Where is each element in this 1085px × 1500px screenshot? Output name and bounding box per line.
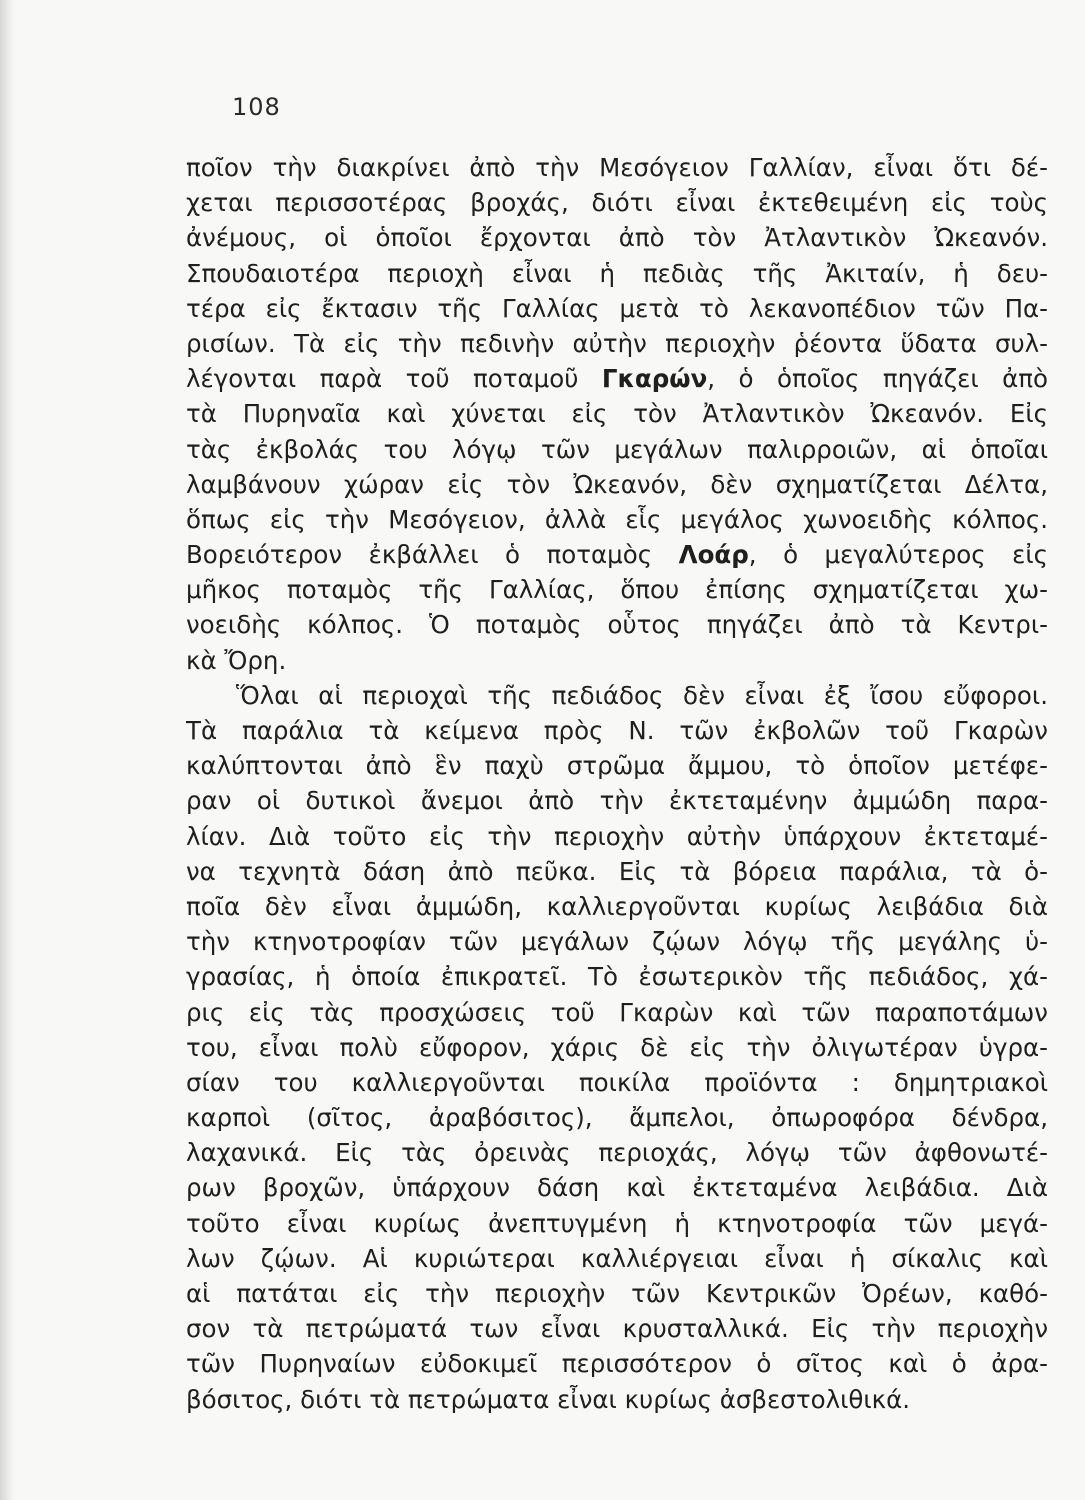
place-name: Λοάρ: [678, 540, 749, 570]
text-line: τὰ Πυρηναῖα καὶ χύνεται εἰς τὸν Ἀτλαντικὸν Ὠκεανόν. Εἰς: [186, 399, 1048, 429]
text-line: του, εἶναι πολὺ εὔφορον, χάρις δὲ εἰς τὴν ὀλιγωτέραν ὑγρα-: [186, 1032, 1048, 1062]
text-line: τῶν Πυρηναίων εὐδοκιμεῖ περισσότερον ὁ σῖτος καὶ ὁ ἀρα-: [186, 1349, 1048, 1379]
text-line: τοῦτο εἶναι κυρίως ἀνεπτυγμένη ἡ κτηνοτροφία τῶν μεγά-: [186, 1208, 1048, 1238]
text-line: τὴν κτηνοτροφίαν τῶν μεγάλων ζῴων λόγῳ τῆς μεγάλης ὑ-: [186, 927, 1048, 957]
text-line: λων ζῴων. Αἱ κυριώτεραι καλλιέργειαι εἶναι ἡ σίκαλις καὶ: [186, 1243, 1048, 1273]
text-line: να τεχνητὰ δάση ἀπὸ πεῦκα. Εἰς τὰ βόρεια παράλια, τὰ ὁ-: [186, 856, 1048, 886]
page-edge-shadow: [0, 0, 14, 1500]
text-line: νοειδὴς κόλπος. Ὁ ποταμὸς οὗτος πηγάζει ἀπὸ τὰ Κεντρι-: [186, 610, 1048, 640]
text-line: χεται περισσοτέρας βροχάς, διότι εἶναι ἐκτεθειμένη εἰς τοὺς: [186, 188, 1048, 218]
text-line: ἀνέμους, οἱ ὁποῖοι ἔρχονται ἀπὸ τὸν Ἀτλαντικὸν Ὠκεανόν.: [186, 223, 1048, 253]
text-line: ρις εἰς τὰς προσχώσεις τοῦ Γκαρὼν καὶ τῶν παραποτάμων: [186, 997, 1048, 1027]
place-name: Γκαρών: [601, 364, 708, 394]
text-line: ὅπως εἰς τὴν Μεσόγειον, ἀλλὰ εἷς μεγάλος χωνοειδὴς κόλπος.: [186, 504, 1048, 534]
text-line: αἱ πατάται εἰς τὴν περιοχὴν τῶν Κεντρικῶν Ὀρέων, καθό-: [186, 1279, 1048, 1308]
text-line: λαχανικά. Εἰς τὰς ὀρεινὰς περιοχάς, λόγῳ τῶν ἀφθονωτέ-: [186, 1138, 1048, 1168]
text-line: ρισίων. Τὰ εἰς τὴν πεδινὴν αὐτὴν περιοχὴν ῥέοντα ὕδατα συλ-: [186, 328, 1048, 358]
text-line: βόσιτος, διότι τὰ πετρώματα εἶναι κυρίως ἀσβεστολιθικά.: [186, 1384, 911, 1414]
text-line: Βορειότερον ἐκβάλλει ὁ ποταμὸς Λοάρ, ὁ μεγαλύτερος εἰς: [186, 540, 1048, 570]
text-line: μῆκος ποταμὸς τῆς Γαλλίας, ὅπου ἐπίσης σχηματίζεται χω-: [186, 575, 1048, 605]
text-line: Ὅλαι αἱ περιοχαὶ τῆς πεδιάδος δὲν εἶναι ἐξ ἴσου εὔφοροι.: [236, 680, 1048, 710]
text-line: σίαν του καλλιεργοῦνται ποικίλα προϊόντα : δημητριακοὶ: [186, 1067, 1048, 1097]
text-line: λίαν. Διὰ τοῦτο εἰς τὴν περιοχὴν αὐτὴν ὑπάρχουν ἐκτεταμέ-: [186, 821, 1048, 851]
text-line: γρασίας, ἡ ὁποία ἐπικρατεῖ. Τὸ ἐσωτερικὸν τῆς πεδιάδος, χά-: [186, 962, 1048, 992]
text-line: Τὰ παράλια τὰ κείμενα πρὸς Ν. τῶν ἐκβολῶν τοῦ Γκαρὼν: [186, 716, 1048, 745]
text-line: ποῖον τὴν διακρίνει ἀπὸ τὴν Μεσόγειον Γαλλίαν, εἶναι ὅτι δέ-: [186, 153, 1048, 182]
text-line: τέρα εἰς ἔκτασιν τῆς Γαλλίας μετὰ τὸ λεκανοπέδιον τῶν Πα-: [186, 293, 1048, 323]
text-line: τὰς ἐκβολάς του λόγῳ τῶν μεγάλων παλιρροιῶν, αἱ ὁποῖαι: [186, 434, 1048, 464]
text-line: σον τὰ πετρώματά των εἶναι κρυσταλλικά. Εἰς τὴν περιοχὴν: [186, 1314, 1048, 1344]
text-line: λαμβάνουν χώραν εἰς τὸν Ὠκεανόν, δὲν σχηματίζεται Δέλτα,: [186, 469, 1048, 499]
text-line: Σπουδαιοτέρα περιοχὴ εἶναι ἡ πεδιὰς τῆς Ἀκιταίν, ἡ δευ-: [186, 258, 1048, 288]
text-line: κὰ Ὄρη.: [186, 645, 287, 675]
text-line: ραν οἱ δυτικοὶ ἄνεμοι ἀπὸ τὴν ἐκτεταμένην ἀμμώδη παρα-: [186, 786, 1048, 816]
text-line: καρποὶ (σῖτος, ἀραβόσιτος), ἄμπελοι, ὀπωροφόρα δένδρα,: [186, 1103, 1048, 1133]
body-text: [186, 150, 1048, 1417]
text-line: καλύπτονται ἀπὸ ἓν παχὺ στρῶμα ἄμμου, τὸ ὁποῖον μετέφε-: [186, 751, 1048, 781]
text-line: ποῖα δὲν εἶναι ἀμμώδη, καλλιεργοῦνται κυρίως λειβάδια διὰ: [186, 891, 1048, 921]
text-line: λέγονται παρὰ τοῦ ποταμοῦ Γκαρών, ὁ ὁποῖος πηγάζει ἀπὸ: [186, 364, 1048, 394]
page-number: 108: [232, 93, 281, 121]
text-line: ρων βροχῶν, ὑπάρχουν δάση καὶ ἐκτεταμένα λειβάδια. Διὰ: [186, 1173, 1048, 1203]
